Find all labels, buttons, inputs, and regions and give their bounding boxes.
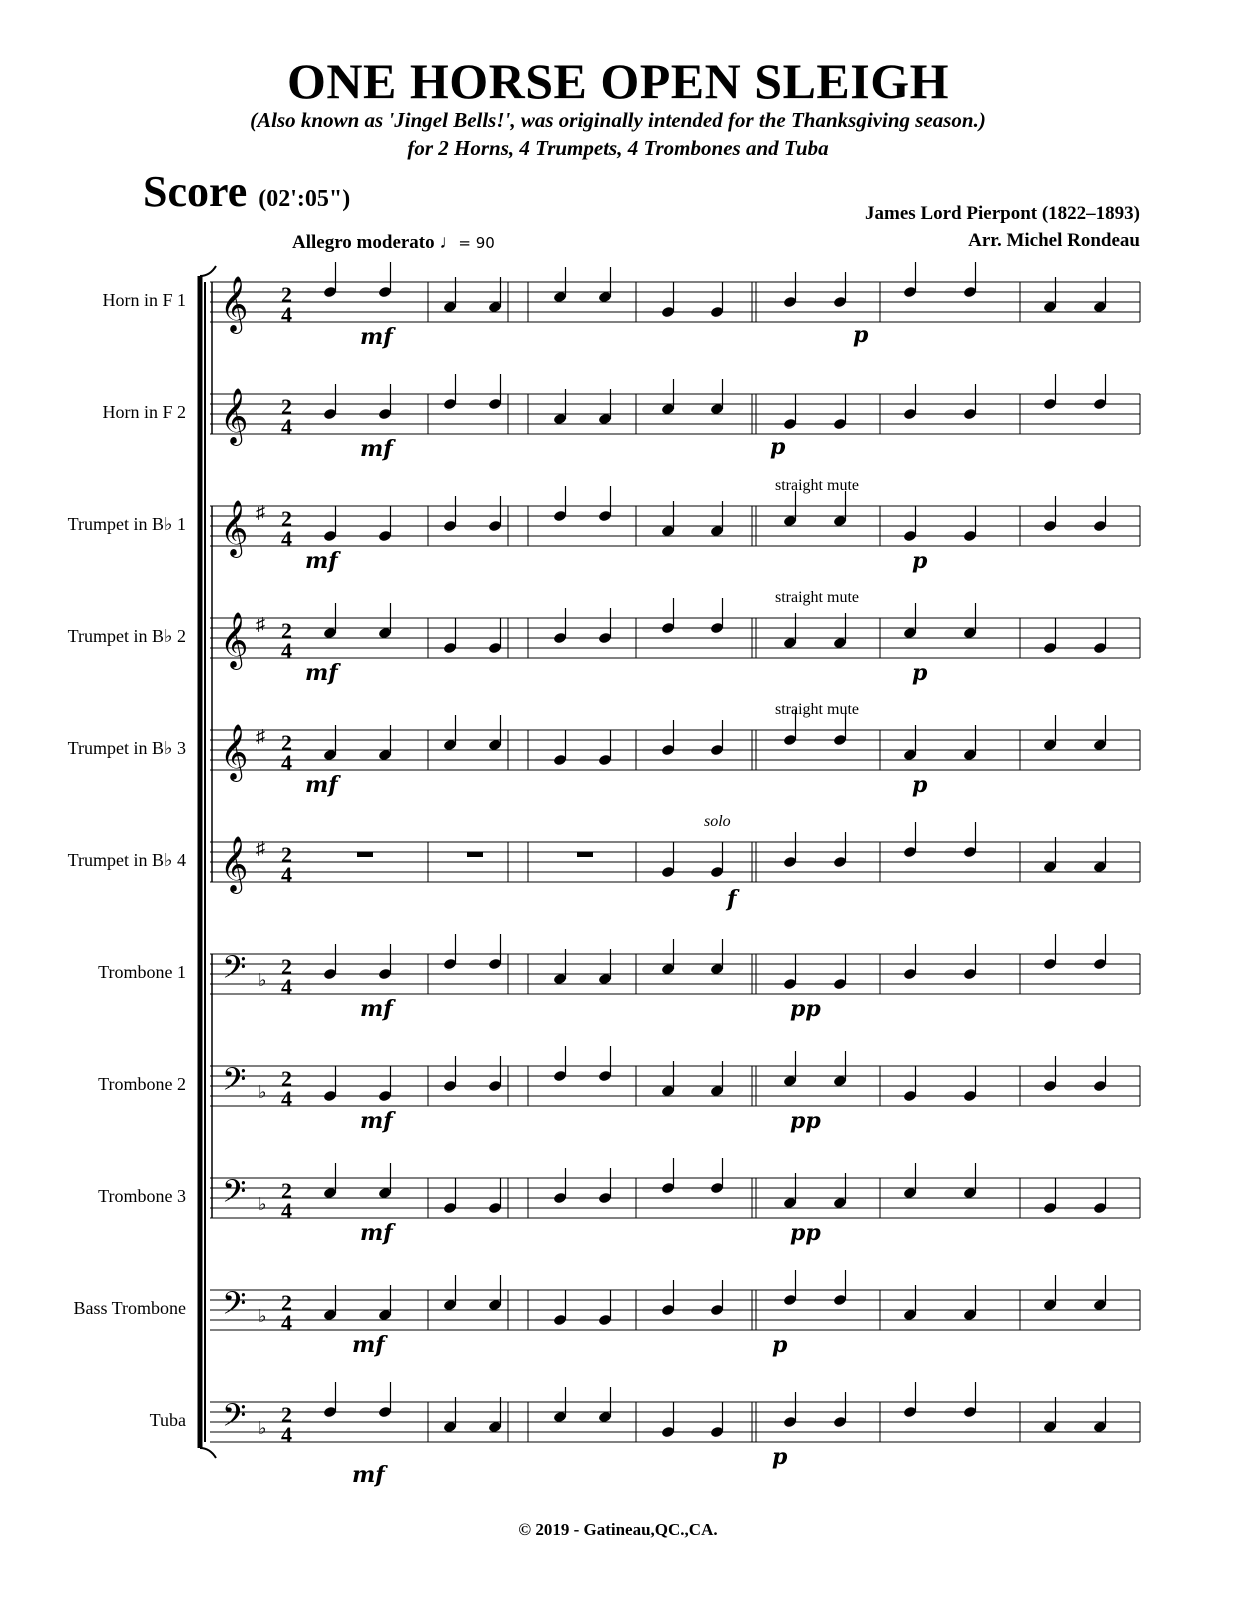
treble-clef-icon: 𝄞 (220, 726, 249, 779)
flat-icon: ♭ (258, 1082, 267, 1102)
bracket-hook-bottom (200, 1448, 216, 1458)
time-signature-bottom: 4 (281, 750, 292, 775)
treble-clef-icon: 𝄞 (220, 502, 249, 555)
quarter-note-icon: ♩ (439, 232, 459, 253)
bass-clef-icon: 𝄢 (222, 1175, 247, 1217)
treble-clef-icon: 𝄞 (220, 614, 249, 667)
time-signature-bottom: 4 (281, 526, 292, 551)
time-signature-top: 2 (281, 618, 292, 643)
time-signature-bottom: 4 (281, 862, 292, 887)
treble-clef-icon: 𝄞 (220, 390, 249, 443)
score-label: Score (143, 167, 248, 216)
instrumentation-line: for 2 Horns, 4 Trumpets, 4 Trombones and Tuba (407, 136, 829, 160)
sharp-icon: ♯ (256, 614, 265, 634)
instrument-label: Trumpet in B♭ 2 (67, 626, 186, 646)
dynamic-mf: mf (352, 1462, 385, 1488)
dynamic-pp: pp (790, 1108, 821, 1134)
dynamic-p: p (912, 660, 928, 686)
dynamic-mf: mf (360, 1108, 393, 1134)
bass-clef-icon: 𝄢 (222, 1287, 247, 1329)
instrument-label: Horn in F 1 (102, 290, 186, 310)
tempo-value: = 90 (458, 234, 495, 252)
time-signature-bottom: 4 (281, 1422, 292, 1447)
time-signature-bottom: 4 (281, 974, 292, 999)
whole-rest (467, 852, 483, 857)
whole-rest (357, 852, 373, 857)
time-signature-top: 2 (281, 730, 292, 755)
dynamic-mf: mf (305, 660, 338, 686)
time-signature-top: 2 (281, 506, 292, 531)
arranger-credit: Arr. Michel Rondeau (968, 230, 1140, 251)
bass-clef-icon: 𝄢 (222, 1063, 247, 1105)
dynamic-mf: mf (305, 772, 338, 798)
dynamic-pp: pp (790, 1220, 821, 1246)
dynamic-f: f (727, 886, 737, 912)
flat-icon: ♭ (258, 1418, 267, 1438)
straight-mute-marking: straight mute (775, 477, 859, 494)
dynamic-mf: mf (360, 1220, 393, 1246)
dynamic-pp: pp (790, 996, 821, 1022)
time-signature-top: 2 (281, 1178, 292, 1203)
time-signature-bottom: 4 (281, 1198, 292, 1223)
sharp-icon: ♯ (256, 838, 265, 858)
instrument-label: Trombone 3 (98, 1186, 186, 1206)
flat-icon: ♭ (258, 970, 267, 990)
dynamic-p: p (772, 1444, 788, 1470)
time-signature-top: 2 (281, 954, 292, 979)
time-signature-top: 2 (281, 1066, 292, 1091)
flat-icon: ♭ (258, 1194, 267, 1214)
instrument-label: Trumpet in B♭ 3 (67, 738, 186, 758)
bass-clef-icon: 𝄢 (222, 1399, 247, 1441)
bracket-hook-top (200, 266, 216, 276)
dynamic-mf: mf (360, 996, 393, 1022)
time-signature-bottom: 4 (281, 1086, 292, 1111)
straight-mute-marking: straight mute (775, 701, 859, 718)
sharp-icon: ♯ (256, 502, 265, 522)
dynamic-mf: mf (305, 548, 338, 574)
instrument-label: Bass Trombone (73, 1298, 186, 1318)
dynamic-mf: mf (352, 1332, 385, 1358)
score-subtitle: (Also known as 'Jingel Bells!', was originally intended for the Thanksgiving season.) (250, 108, 986, 132)
solo-marking: solo (704, 813, 731, 830)
straight-mute-marking: straight mute (775, 589, 859, 606)
time-signature-top: 2 (281, 394, 292, 419)
time-signature-bottom: 4 (281, 302, 292, 327)
time-signature-bottom: 4 (281, 638, 292, 663)
treble-clef-icon: 𝄞 (220, 278, 249, 331)
time-signature-top: 2 (281, 842, 292, 867)
dynamic-mf: mf (360, 436, 393, 462)
bass-clef-icon: 𝄢 (222, 951, 247, 993)
dynamic-p: p (912, 772, 928, 798)
time-signature-bottom: 4 (281, 414, 292, 439)
dynamic-p: p (853, 322, 869, 348)
copyright-notice: © 2019 - Gatineau,QC.,CA. (518, 1520, 718, 1539)
instrument-label: Trombone 1 (98, 962, 186, 982)
instrument-label: Trumpet in B♭ 4 (67, 850, 186, 870)
score-title: ONE HORSE OPEN SLEIGH (286, 53, 950, 109)
dynamic-mf: mf (360, 324, 393, 350)
duration-label: (02':05") (258, 186, 351, 212)
time-signature-top: 2 (281, 1402, 292, 1427)
flat-icon: ♭ (258, 1306, 267, 1326)
instrument-label: Horn in F 2 (102, 402, 186, 422)
time-signature-bottom: 4 (281, 1310, 292, 1335)
tempo-text: Allegro moderato (292, 232, 435, 253)
whole-rest (577, 852, 593, 857)
dynamic-p: p (770, 434, 786, 460)
instrument-label: Tuba (149, 1410, 186, 1430)
dynamic-p: p (772, 1332, 788, 1358)
sharp-icon: ♯ (256, 726, 265, 746)
treble-clef-icon: 𝄞 (220, 838, 249, 891)
instrument-label: Trombone 2 (98, 1074, 186, 1094)
instrument-label: Trumpet in B♭ 1 (67, 514, 186, 534)
time-signature-top: 2 (281, 282, 292, 307)
time-signature-top: 2 (281, 1290, 292, 1315)
dynamic-p: p (912, 548, 928, 574)
composer-credit: James Lord Pierpont (1822–1893) (865, 203, 1140, 224)
